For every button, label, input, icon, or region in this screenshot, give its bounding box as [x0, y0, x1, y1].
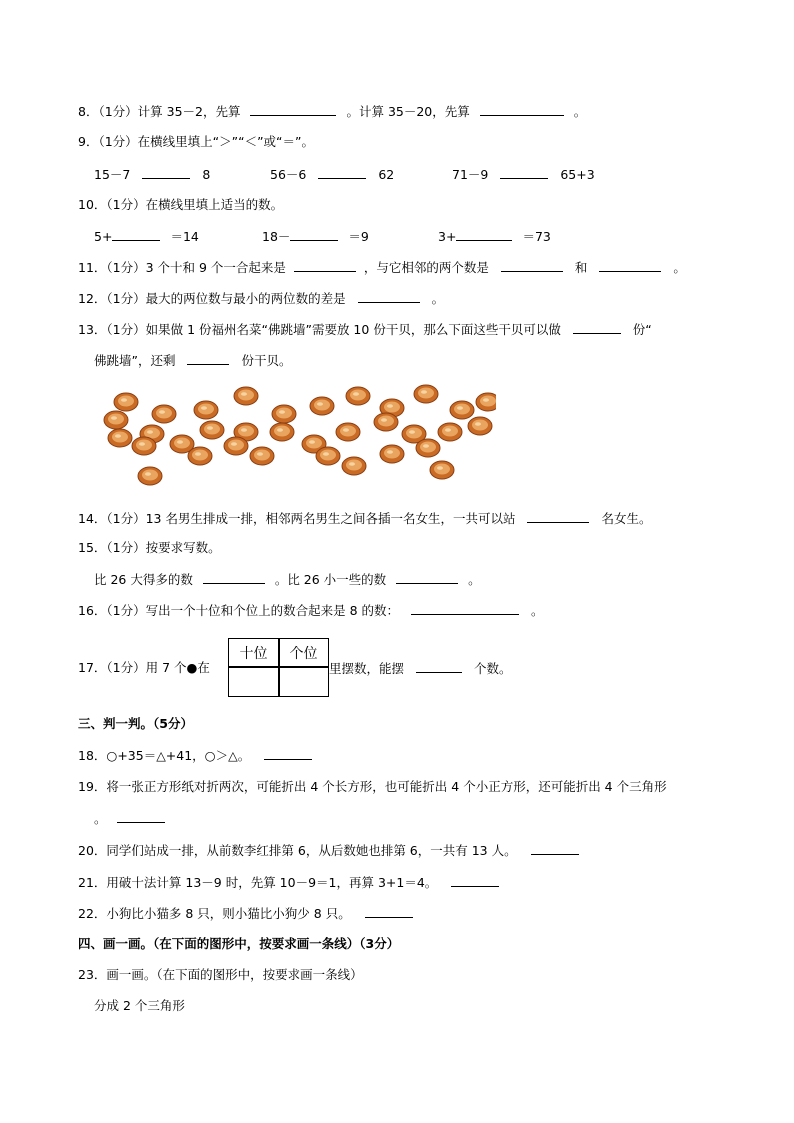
answer-blank[interactable]: [187, 352, 229, 365]
question-13-cont: 佛跳墙”，还剩 份干贝。: [94, 353, 292, 368]
scallop-bowl: [342, 457, 366, 475]
scallop-bowl: [374, 413, 398, 431]
answer-blank[interactable]: [416, 660, 462, 673]
scallop-bowl: [272, 405, 296, 423]
place-value-table: [228, 638, 329, 697]
answer-blank[interactable]: [250, 103, 336, 116]
scallop-bowl: [336, 423, 360, 441]
scallop-bowl: [380, 445, 404, 463]
scallop-bowl: [108, 429, 132, 447]
scallop-bowl: [468, 417, 492, 435]
question-20: 20．同学们站成一排，从前数李红排第 6，从后数她也排第 6，一共有 13 人。: [78, 842, 579, 859]
scallop-bowl: [316, 447, 340, 465]
question-10: 10．（1分）在横线里填上适当的数。: [78, 197, 284, 212]
q9-item-1: 15－7 8: [94, 167, 211, 182]
answer-blank[interactable]: [142, 166, 190, 179]
answer-blank[interactable]: [501, 259, 563, 272]
answer-blank[interactable]: [290, 228, 338, 241]
scallop-bowl: [414, 385, 438, 403]
q9-item-2: 56－6 62: [270, 167, 395, 182]
scallop-bowl: [194, 401, 218, 419]
section-3-title: 三、判一判。（5分）: [78, 716, 193, 731]
answer-blank[interactable]: [531, 842, 579, 855]
scallop-bowl: [346, 387, 370, 405]
answer-blank[interactable]: [365, 905, 413, 918]
question-14: 14．（1分）13 名男生排成一排，相邻两名男生之间各插一名女生，一共可以站 名女生。: [78, 511, 652, 526]
answer-blank[interactable]: [500, 166, 548, 179]
section-4-title: 四、画一画。（在下面的图形中，按要求画一条线）（3分）: [78, 936, 400, 951]
q10-item-3: 3+ ＝73: [438, 229, 551, 244]
question-9: 9．（1分）在横线里填上“＞”“＜”或“＝”。: [78, 134, 315, 149]
scallop-bowl: [152, 405, 176, 423]
question-19-tail: 。: [94, 810, 165, 827]
scallop-bowl: [200, 421, 224, 439]
question-23-sub: 分成 2 个三角形: [94, 998, 185, 1013]
scallop-bowl: [224, 437, 248, 455]
question-18: 18．○+35＝△+41，○＞△。: [78, 747, 312, 764]
answer-blank[interactable]: [117, 810, 165, 823]
question-8: 8．（1分）计算 35－2，先算 。计算 35－20，先算 。: [78, 104, 587, 119]
question-16: 16．（1分）写出一个十位和个位上的数合起来是 8 的数： 。: [78, 603, 544, 618]
answer-blank[interactable]: [358, 290, 420, 303]
answer-blank[interactable]: [396, 571, 458, 584]
answer-blank[interactable]: [294, 259, 356, 272]
answer-blank[interactable]: [480, 103, 564, 116]
question-13: 13．（1分）如果做 1 份福州名菜“佛跳墙”需要放 10 份干贝，那么下面这些干贝可以做 份“: [78, 322, 652, 337]
answer-blank[interactable]: [411, 602, 519, 615]
table-divider: [229, 666, 328, 668]
q10-item-1: 5+ ＝14: [94, 229, 199, 244]
question-17-b: 里摆数，能摆 个数。: [329, 661, 512, 676]
scallop-bowl: [138, 467, 162, 485]
question-19: 19．将一张正方形纸对折两次，可能折出 4 个长方形，也可能折出 4 个小正方形，还可能折出 4 个三角形: [78, 779, 667, 794]
scallop-bowl: [250, 447, 274, 465]
scallop-bowl: [476, 393, 496, 411]
question-17-a: 17．（1分）用 7 个●在: [78, 660, 210, 675]
scallop-bowl: [430, 461, 454, 479]
tens-header: 十位: [239, 646, 268, 662]
answer-blank[interactable]: [573, 321, 621, 334]
question-12: 12．（1分）最大的两位数与最小的两位数的差是 。: [78, 291, 445, 306]
scallop-bowl: [270, 423, 294, 441]
q9-item-3: 71－9 65+3: [452, 167, 595, 182]
answer-blank[interactable]: [264, 747, 312, 760]
question-23: 23．画一画。（在下面的图形中，按要求画一条线）: [78, 967, 363, 982]
answer-blank[interactable]: [599, 259, 661, 272]
scallop-bowl: [132, 437, 156, 455]
scallop-bowl: [438, 423, 462, 441]
ones-header: 个位: [289, 646, 318, 662]
scallop-bowl: [234, 387, 258, 405]
question-22: 22．小狗比小猫多 8 只，则小猫比小狗少 8 只。: [78, 905, 413, 922]
q10-item-2: 18－ ＝9: [262, 229, 369, 244]
question-11: 11．（1分）3 个十和 9 个一合起来是 ，与它相邻的两个数是 和 。: [78, 260, 686, 275]
scallop-bowl: [310, 397, 334, 415]
scallop-bowl: [188, 447, 212, 465]
answer-blank[interactable]: [112, 228, 160, 241]
answer-blank[interactable]: [527, 510, 589, 523]
scallop-bowl: [104, 411, 128, 429]
question-15: 15．（1分）按要求写数。: [78, 540, 221, 555]
scallop-bowl: [450, 401, 474, 419]
question-21: 21．用破十法计算 13－9 时，先算 10－9＝1，再算 3+1＝4。: [78, 874, 499, 891]
scallop-bowls-image: [96, 384, 496, 490]
answer-blank[interactable]: [318, 166, 366, 179]
scallop-bowl: [114, 393, 138, 411]
question-15-sub: 比 26 大得多的数 。比 26 小一些的数 。: [94, 572, 481, 587]
scallop-bowl: [416, 439, 440, 457]
answer-blank[interactable]: [203, 571, 265, 584]
answer-blank[interactable]: [456, 228, 512, 241]
answer-blank[interactable]: [451, 874, 499, 887]
